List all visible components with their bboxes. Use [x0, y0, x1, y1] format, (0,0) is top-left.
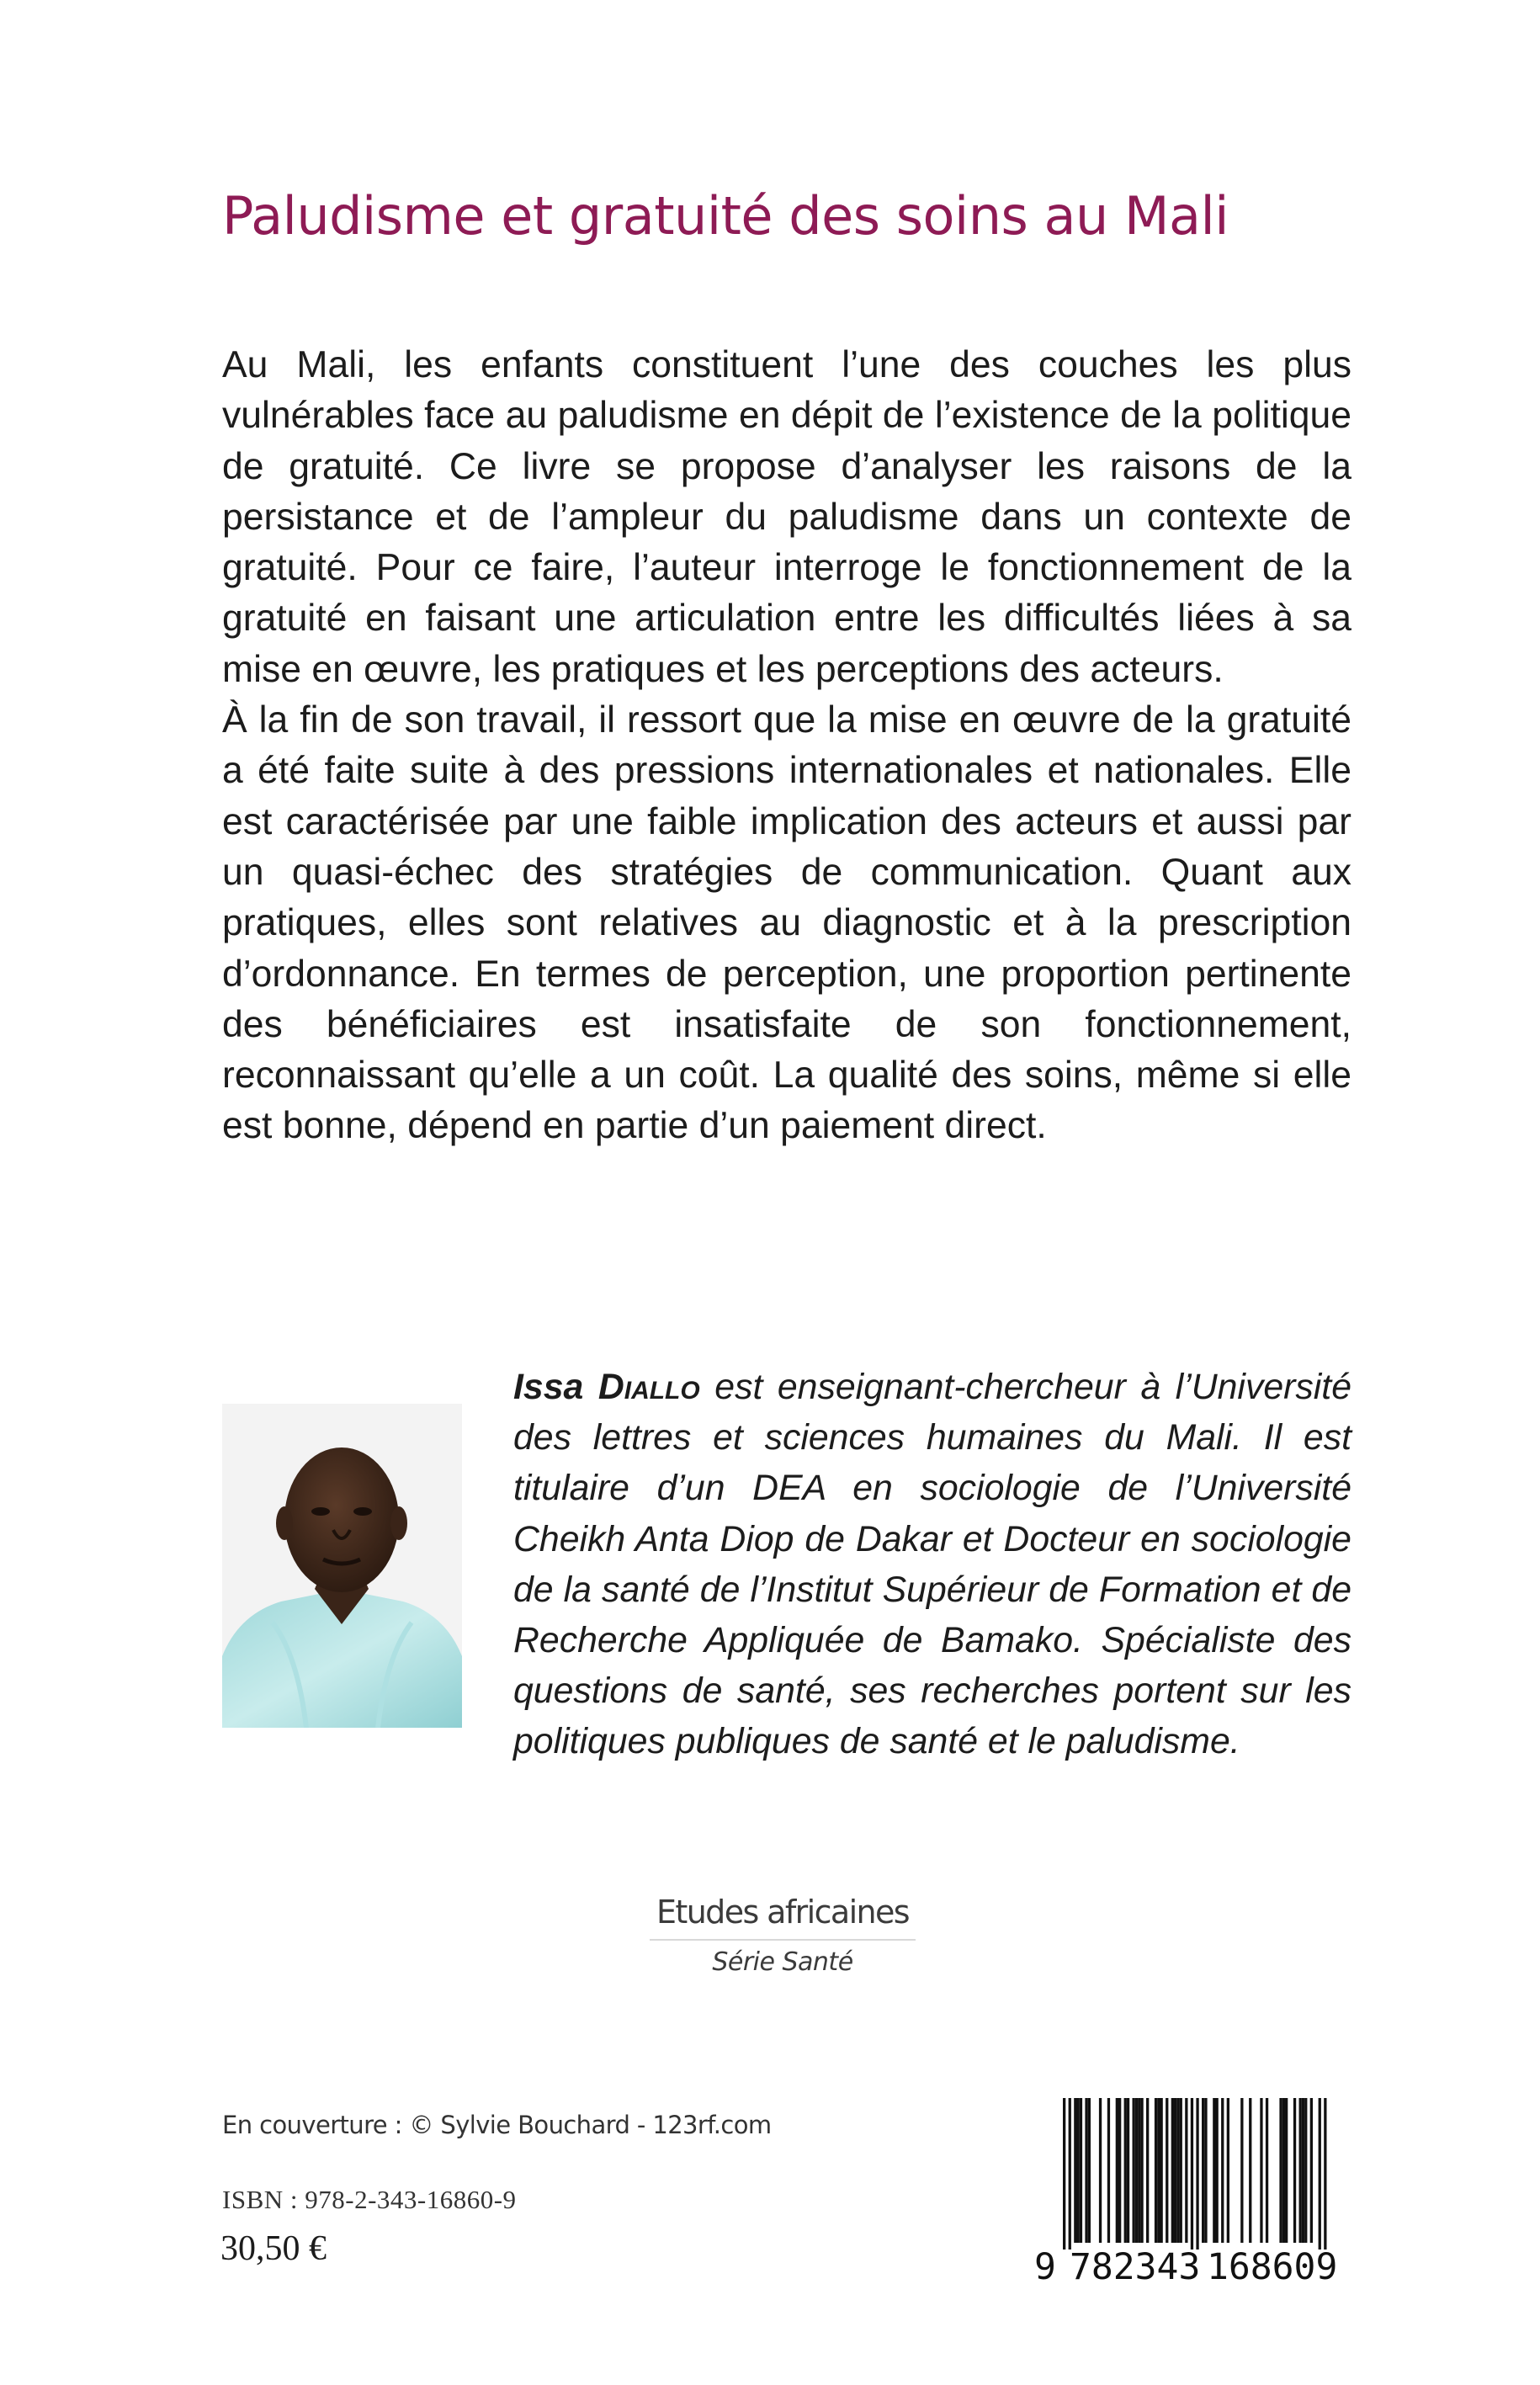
barcode-digits-right: 168609 [1207, 2246, 1338, 2288]
barcode-bar [1127, 2098, 1129, 2243]
synopsis [222, 340, 1351, 1152]
barcode-bar [1099, 2098, 1102, 2243]
author-portrait-icon [222, 1404, 462, 1728]
barcode-bar [1124, 2098, 1127, 2243]
barcode-bar [1069, 2098, 1071, 2250]
barcode-bar [1249, 2098, 1251, 2243]
barcode-bar [1180, 2098, 1182, 2243]
barcode-bar [1310, 2098, 1313, 2243]
barcode-bar [1282, 2098, 1285, 2243]
barcode-bar [1166, 2098, 1168, 2243]
barcode-bar [1160, 2098, 1163, 2243]
barcode-bar [1279, 2098, 1282, 2243]
barcode-bar [1227, 2098, 1229, 2243]
isbn: ISBN : 978-2-343-16860-9 [222, 2185, 517, 2214]
author-photo [222, 1404, 462, 1728]
barcode-bar [1319, 2098, 1321, 2250]
barcode-bar [1138, 2098, 1140, 2243]
synopsis-paragraph-2: À la fin de son travail, il ressort que la mise en œuvre de la gratuité a été faite suite à des pressions internationales et nationales. Elle est caractérisée par une faible implication des acteurs et aussi par un quasi-échec des stratégies de communication. Quant aux pratiques, elles sont relatives au diagnostic et à la prescription d’ordonnance. En termes de perception, une proportion pertinente des bénéficiaires est insatisfaite de son fonctionnement, reconnaissant qu’elle a un coût. La qualité des soins, même si elle est bonne, dépend en partie d’un paiement direct. [222, 699, 1351, 1147]
barcode-bar [1135, 2098, 1138, 2243]
barcode-bar [1155, 2098, 1157, 2243]
barcode-bar [1285, 2098, 1288, 2243]
author-last-name: Diallo [597, 1367, 700, 1407]
cover-credit: En couverture : © Sylvie Bouchard - 123rf.com [222, 2111, 772, 2139]
barcode-bar [1221, 2098, 1224, 2243]
collection-series: Série Santé [712, 1947, 853, 1977]
barcode-bar [1118, 2098, 1121, 2243]
barcode-bar [1140, 2098, 1143, 2243]
barcode-bar [1213, 2098, 1215, 2243]
barcode-bar [1299, 2098, 1302, 2243]
barcode-bar [1085, 2098, 1087, 2243]
collection-name: Etudes africaines [650, 1894, 916, 1941]
book-title: Paludisme et gratuité des soins au Mali [222, 184, 1229, 247]
price: 30,50 € [220, 2229, 327, 2268]
barcode-digit-lead: 9 [1034, 2246, 1056, 2288]
collection-block [606, 1894, 959, 1977]
barcode-bar [1266, 2098, 1268, 2243]
barcode-bar [1171, 2098, 1174, 2243]
barcode-digits-left: 782343 [1070, 2246, 1201, 2288]
barcode-bar [1157, 2098, 1160, 2243]
barcode-bar [1191, 2098, 1193, 2250]
barcode-bar [1080, 2098, 1082, 2243]
barcode-bar [1204, 2098, 1207, 2243]
barcode-bar [1293, 2098, 1296, 2243]
barcode-digits [1034, 2246, 1347, 2297]
barcode-bar [1074, 2098, 1076, 2243]
synopsis-paragraph-1: Au Mali, les enfants constituent l’une des couches les plus vulnérables face au paludisme en dépit de l’existence de la politique de gratuité. Ce livre se propose d’analyser les raisons de la persistance et de l’ampleur du paludisme dans un contexte de gratuité. Pour ce faire, l’auteur interroge le fonctionnement de la gratuité en faisant une articulation entre les difficultés liées à sa mise en œuvre, les pratiques et les perceptions des acteurs. [222, 344, 1351, 690]
barcode-bar [1063, 2098, 1065, 2250]
barcode-bar [1176, 2098, 1179, 2243]
barcode-bars [1038, 2098, 1347, 2250]
barcode-bar [1107, 2098, 1110, 2243]
barcode-bar [1174, 2098, 1176, 2243]
barcode-bar [1202, 2098, 1204, 2243]
barcode-bar [1133, 2098, 1135, 2243]
barcode [1034, 2098, 1347, 2298]
barcode-bar [1260, 2098, 1262, 2243]
barcode-bar [1185, 2098, 1187, 2243]
barcode-bar [1088, 2098, 1091, 2243]
author-first-name: Issa [513, 1367, 584, 1407]
author-bio [513, 1362, 1351, 1767]
barcode-bar [1216, 2098, 1219, 2243]
barcode-bar [1240, 2098, 1243, 2243]
barcode-bar [1116, 2098, 1118, 2243]
barcode-bar [1077, 2098, 1080, 2243]
barcode-bar [1304, 2098, 1307, 2243]
barcode-bar [1302, 2098, 1304, 2243]
barcode-bar [1196, 2098, 1198, 2250]
barcode-bar [1146, 2098, 1149, 2243]
author-bio-text: est enseignant-chercheur à l’Université des lettres et sciences humaines du Mali. Il est titulaire d’un DEA en sociologie de l’Université Cheikh Anta Diop de Dakar et Docteur en sociologie de la santé de l’Institut Supérieur de Formation et de Recherche Appliquée de Bamako. Spécialiste des questions de santé, ses recherches portent sur les politiques publiques de santé et le paludisme. [513, 1367, 1351, 1762]
barcode-bar [1324, 2098, 1326, 2250]
